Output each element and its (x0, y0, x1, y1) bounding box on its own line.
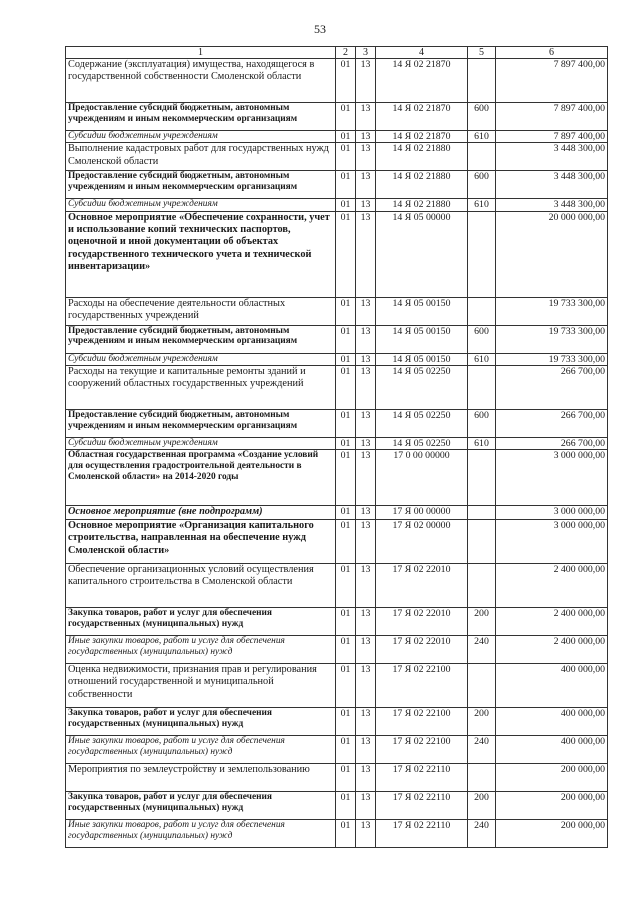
row-expense-type-cell (468, 365, 496, 409)
table-row (66, 664, 608, 708)
row-target-article-cell: 17 Я 02 22100 (376, 736, 468, 764)
row-subsection-cell: 13 (356, 608, 376, 636)
row-subsection-cell: 13 (356, 143, 376, 171)
row-target-article-cell: 14 Я 05 00150 (376, 353, 468, 365)
row-subsection-cell: 13 (356, 506, 376, 520)
table-row (66, 564, 608, 608)
table-row (66, 450, 608, 506)
row-name-cell: Предоставление субсидий бюджетным, автономным учреждениям и иным некоммерческим организациям (66, 103, 336, 131)
table-row (66, 365, 608, 409)
row-subsection-cell: 13 (356, 437, 376, 449)
row-target-article-cell: 14 Я 05 02250 (376, 409, 468, 437)
row-section-cell: 01 (336, 450, 356, 506)
row-subsection-cell: 13 (356, 708, 376, 736)
row-subsection-cell: 13 (356, 792, 376, 820)
row-section-cell: 01 (336, 297, 356, 325)
row-target-article-cell: 17 Я 02 22110 (376, 820, 468, 848)
row-expense-type-cell: 600 (468, 171, 496, 199)
row-name-cell: Предоставление субсидий бюджетным, автономным учреждениям и иным некоммерческим организациям (66, 325, 336, 353)
row-subsection-cell: 13 (356, 353, 376, 365)
row-target-article-cell: 14 Я 02 21880 (376, 171, 468, 199)
row-subsection-cell: 13 (356, 103, 376, 131)
row-section-cell: 01 (336, 365, 356, 409)
table-row (66, 199, 608, 211)
row-name-cell: Содержание (эксплуатация) имущества, находящегося в государственной собственности Смоленской области (66, 59, 336, 103)
row-target-article-cell: 17 Я 02 22110 (376, 764, 468, 792)
table-row (66, 353, 608, 365)
row-section-cell: 01 (336, 506, 356, 520)
row-target-article-cell: 17 Я 02 22110 (376, 792, 468, 820)
row-expense-type-cell (468, 59, 496, 103)
table-row (66, 143, 608, 171)
row-target-article-cell: 14 Я 05 02250 (376, 365, 468, 409)
row-amount-cell: 2 400 000,00 (496, 608, 608, 636)
row-expense-type-cell (468, 143, 496, 171)
row-amount-cell: 200 000,00 (496, 792, 608, 820)
row-section-cell: 01 (336, 608, 356, 636)
row-expense-type-cell: 610 (468, 437, 496, 449)
row-subsection-cell: 13 (356, 365, 376, 409)
table-row (66, 506, 608, 520)
row-amount-cell: 7 897 400,00 (496, 103, 608, 131)
row-subsection-cell: 13 (356, 211, 376, 297)
row-expense-type-cell (468, 297, 496, 325)
row-target-article-cell: 17 Я 00 00000 (376, 506, 468, 520)
table-row (66, 409, 608, 437)
table-row (66, 211, 608, 297)
row-name-cell: Мероприятия по землеустройству и землепользованию (66, 764, 336, 792)
row-section-cell: 01 (336, 103, 356, 131)
row-section-cell: 01 (336, 143, 356, 171)
row-section-cell: 01 (336, 171, 356, 199)
table-row (66, 297, 608, 325)
table-row (66, 437, 608, 449)
header-col-6: 6 (496, 47, 608, 59)
row-name-cell: Выполнение кадастровых работ для государственных нужд Смоленской области (66, 143, 336, 171)
row-subsection-cell: 13 (356, 199, 376, 211)
budget-table (65, 46, 608, 848)
row-section-cell: 01 (336, 131, 356, 143)
header-col-2: 2 (336, 47, 356, 59)
row-amount-cell: 2 400 000,00 (496, 564, 608, 608)
row-name-cell: Расходы на текущие и капитальные ремонты зданий и сооружений областных государственных учреждений (66, 365, 336, 409)
row-target-article-cell: 17 Я 02 22100 (376, 664, 468, 708)
row-amount-cell: 3 000 000,00 (496, 520, 608, 564)
row-subsection-cell: 13 (356, 59, 376, 103)
row-subsection-cell: 13 (356, 325, 376, 353)
row-target-article-cell: 14 Я 05 00000 (376, 211, 468, 297)
table-row (66, 520, 608, 564)
row-section-cell: 01 (336, 820, 356, 848)
row-amount-cell: 19 733 300,00 (496, 297, 608, 325)
row-target-article-cell: 17 Я 02 00000 (376, 520, 468, 564)
row-amount-cell: 200 000,00 (496, 820, 608, 848)
row-section-cell: 01 (336, 792, 356, 820)
row-expense-type-cell: 240 (468, 736, 496, 764)
row-amount-cell: 400 000,00 (496, 708, 608, 736)
row-subsection-cell: 13 (356, 764, 376, 792)
row-name-cell: Субсидии бюджетным учреждениям (66, 353, 336, 365)
row-section-cell: 01 (336, 211, 356, 297)
row-subsection-cell: 13 (356, 297, 376, 325)
row-expense-type-cell (468, 450, 496, 506)
table-row (66, 59, 608, 103)
row-amount-cell: 266 700,00 (496, 437, 608, 449)
row-subsection-cell: 13 (356, 564, 376, 608)
row-section-cell: 01 (336, 353, 356, 365)
row-section-cell: 01 (336, 708, 356, 736)
row-target-article-cell: 17 Я 02 22010 (376, 636, 468, 664)
row-subsection-cell: 13 (356, 171, 376, 199)
row-name-cell: Субсидии бюджетным учреждениям (66, 199, 336, 211)
row-expense-type-cell (468, 211, 496, 297)
row-name-cell: Расходы на обеспечение деятельности областных государственных учреждений (66, 297, 336, 325)
table-row (66, 708, 608, 736)
row-expense-type-cell (468, 764, 496, 792)
table-row (66, 764, 608, 792)
row-amount-cell: 3 448 300,00 (496, 199, 608, 211)
row-expense-type-cell (468, 506, 496, 520)
row-target-article-cell: 17 Я 02 22010 (376, 608, 468, 636)
row-section-cell: 01 (336, 199, 356, 211)
row-name-cell: Основное мероприятие «Обеспечение сохранности, учет и использование копий технических паспортов, оценочной и иной документации об объектах государственного технического учета и технической инвентаризации» (66, 211, 336, 297)
table-row (66, 131, 608, 143)
row-section-cell: 01 (336, 325, 356, 353)
row-expense-type-cell: 610 (468, 199, 496, 211)
row-name-cell: Предоставление субсидий бюджетным, автономным учреждениям и иным некоммерческим организациям (66, 409, 336, 437)
row-amount-cell: 400 000,00 (496, 736, 608, 764)
row-amount-cell: 266 700,00 (496, 365, 608, 409)
row-name-cell: Обеспечение организационных условий осуществления капитального строительства в Смоленской области (66, 564, 336, 608)
budget-table-body (66, 59, 608, 848)
row-name-cell: Оценка недвижимости, признания прав и регулирования отношений государственной и муниципальной собственности (66, 664, 336, 708)
row-expense-type-cell: 240 (468, 636, 496, 664)
row-amount-cell: 19 733 300,00 (496, 325, 608, 353)
row-section-cell: 01 (336, 409, 356, 437)
row-target-article-cell: 14 Я 05 02250 (376, 437, 468, 449)
row-name-cell: Основное мероприятие «Организация капитального строительства, направленная на обеспечение нужд Смоленской области» (66, 520, 336, 564)
row-expense-type-cell: 610 (468, 353, 496, 365)
row-name-cell: Иные закупки товаров, работ и услуг для обеспечения государственных (муниципальных) нужд (66, 636, 336, 664)
row-target-article-cell: 17 0 00 00000 (376, 450, 468, 506)
row-expense-type-cell: 240 (468, 820, 496, 848)
row-section-cell: 01 (336, 59, 356, 103)
row-expense-type-cell: 200 (468, 608, 496, 636)
row-name-cell: Основное мероприятие (вне подпрограмм) (66, 506, 336, 520)
row-amount-cell: 19 733 300,00 (496, 353, 608, 365)
row-name-cell: Закупка товаров, работ и услуг для обеспечения государственных (муниципальных) нужд (66, 792, 336, 820)
table-row (66, 171, 608, 199)
row-name-cell: Предоставление субсидий бюджетным, автономным учреждениям и иным некоммерческим организациям (66, 171, 336, 199)
table-row (66, 325, 608, 353)
row-expense-type-cell: 610 (468, 131, 496, 143)
row-section-cell: 01 (336, 764, 356, 792)
table-row (66, 736, 608, 764)
row-amount-cell: 2 400 000,00 (496, 636, 608, 664)
row-target-article-cell: 17 Я 02 22100 (376, 708, 468, 736)
row-amount-cell: 3 448 300,00 (496, 171, 608, 199)
row-name-cell: Субсидии бюджетным учреждениям (66, 437, 336, 449)
row-target-article-cell: 14 Я 05 00150 (376, 297, 468, 325)
row-section-cell: 01 (336, 664, 356, 708)
row-target-article-cell: 14 Я 02 21870 (376, 59, 468, 103)
table-row (66, 103, 608, 131)
row-target-article-cell: 14 Я 02 21870 (376, 103, 468, 131)
row-amount-cell: 266 700,00 (496, 409, 608, 437)
row-amount-cell: 7 897 400,00 (496, 59, 608, 103)
table-row (66, 636, 608, 664)
row-name-cell: Субсидии бюджетным учреждениям (66, 131, 336, 143)
table-row (66, 792, 608, 820)
row-amount-cell: 200 000,00 (496, 764, 608, 792)
row-expense-type-cell: 200 (468, 708, 496, 736)
row-section-cell: 01 (336, 520, 356, 564)
table-row (66, 608, 608, 636)
row-expense-type-cell: 600 (468, 325, 496, 353)
row-subsection-cell: 13 (356, 520, 376, 564)
row-expense-type-cell: 600 (468, 103, 496, 131)
row-target-article-cell: 14 Я 05 00150 (376, 325, 468, 353)
row-subsection-cell: 13 (356, 409, 376, 437)
row-name-cell: Иные закупки товаров, работ и услуг для обеспечения государственных (муниципальных) нужд (66, 820, 336, 848)
row-subsection-cell: 13 (356, 664, 376, 708)
row-expense-type-cell (468, 564, 496, 608)
header-col-4: 4 (376, 47, 468, 59)
header-col-5: 5 (468, 47, 496, 59)
row-amount-cell: 7 897 400,00 (496, 131, 608, 143)
row-name-cell: Иные закупки товаров, работ и услуг для обеспечения государственных (муниципальных) нужд (66, 736, 336, 764)
row-expense-type-cell (468, 520, 496, 564)
row-amount-cell: 400 000,00 (496, 664, 608, 708)
row-name-cell: Областная государственная программа «Создание условий для осуществления градостроительной деятельности в Смоленской области» на 2014-2020 годы (66, 450, 336, 506)
row-target-article-cell: 14 Я 02 21870 (376, 131, 468, 143)
row-name-cell: Закупка товаров, работ и услуг для обеспечения государственных (муниципальных) нужд (66, 708, 336, 736)
row-amount-cell: 3 000 000,00 (496, 506, 608, 520)
row-section-cell: 01 (336, 564, 356, 608)
row-subsection-cell: 13 (356, 820, 376, 848)
row-target-article-cell: 17 Я 02 22010 (376, 564, 468, 608)
table-row (66, 820, 608, 848)
row-expense-type-cell (468, 664, 496, 708)
row-target-article-cell: 14 Я 02 21880 (376, 143, 468, 171)
header-col-1: 1 (66, 47, 336, 59)
row-section-cell: 01 (336, 437, 356, 449)
row-subsection-cell: 13 (356, 736, 376, 764)
row-subsection-cell: 13 (356, 450, 376, 506)
row-expense-type-cell: 200 (468, 792, 496, 820)
row-amount-cell: 3 000 000,00 (496, 450, 608, 506)
row-section-cell: 01 (336, 636, 356, 664)
row-target-article-cell: 14 Я 02 21880 (376, 199, 468, 211)
page-number: 53 (314, 22, 326, 36)
header-row (66, 47, 608, 59)
header-col-3: 3 (356, 47, 376, 59)
row-subsection-cell: 13 (356, 636, 376, 664)
row-amount-cell: 20 000 000,00 (496, 211, 608, 297)
row-section-cell: 01 (336, 736, 356, 764)
row-name-cell: Закупка товаров, работ и услуг для обеспечения государственных (муниципальных) нужд (66, 608, 336, 636)
row-amount-cell: 3 448 300,00 (496, 143, 608, 171)
row-subsection-cell: 13 (356, 131, 376, 143)
row-expense-type-cell: 600 (468, 409, 496, 437)
